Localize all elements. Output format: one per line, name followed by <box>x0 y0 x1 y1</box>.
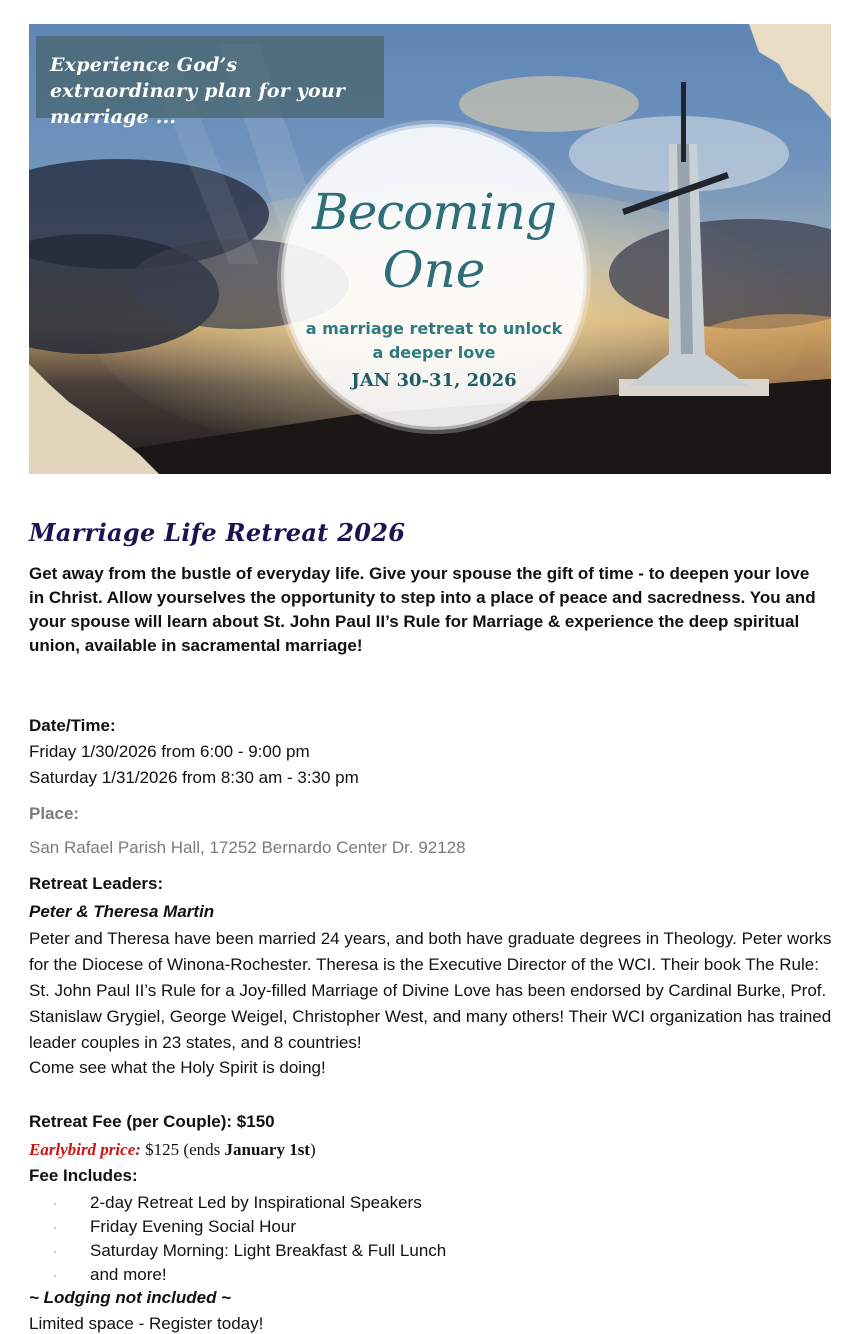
earlybird-close: ) <box>309 1140 316 1159</box>
badge-subtitle-line2: a deeper love <box>372 343 496 362</box>
bullet-icon: · <box>53 1268 57 1282</box>
bullet-icon: · <box>53 1244 57 1258</box>
fee-label: Retreat Fee (per Couple): $150 <box>29 1112 275 1131</box>
banner-tagline-box <box>36 36 384 128</box>
intro-paragraph: Get away from the bustle of everyday life. Give your spouse the gift of time - to deepen your love in Christ. Allow yourselves the opportunity to step into a place of peace and sacredness. You and your spouse will learn about St. John Paul II’s Rule for Marriage & experience the deep spiritual union, available in sacramental marriage! <box>29 564 816 655</box>
page-title: Marriage Life Retreat 2026 <box>29 518 406 547</box>
badge-title-line1: Becoming <box>311 183 557 241</box>
lodging-note: ~ Lodging not included ~ <box>29 1288 232 1307</box>
place-value: San Rafael Parish Hall, 17252 Bernardo Center Dr. 92128 <box>29 838 466 857</box>
datetime-friday: Friday 1/30/2026 from 6:00 - 9:00 pm <box>29 742 310 761</box>
badge-subtitle <box>284 317 584 365</box>
earlybird-date: January 1st <box>224 1140 310 1159</box>
leaders-closing: Come see what the Holy Spirit is doing! <box>29 1058 326 1077</box>
badge-date: JAN 30-31, 2026 <box>351 370 517 391</box>
earlybird-label: Earlybird price: <box>29 1140 141 1159</box>
banner-tagline: Experience God’s extraordinary plan for your marriage ... <box>50 54 346 128</box>
register-cta: Limited space - Register today! <box>29 1314 264 1333</box>
fee-includes-label: Fee Includes: <box>29 1166 138 1185</box>
leaders-label: Retreat Leaders: <box>29 874 164 893</box>
badge-subtitle-line1: a marriage retreat to unlock <box>305 319 563 338</box>
place-label: Place: <box>29 804 80 823</box>
leaders-bio: Peter and Theresa have been married 24 years, and both have graduate degrees in Theology. Peter works for the Diocese of Winona-Rochester. Theresa is the Executive Director of the WCI. Their book The Rule: St. John Paul II’s Rule for a Joy-filled Marriage of Divine Love has been endorsed by Cardinal Burke, Prof. Stanislaw Grygiel, George Weigel, Christopher West, and many others! Their WCI organization has trained leader couples in 23 states, and 8 countries! <box>29 929 832 1052</box>
retreat-banner-image <box>29 24 831 474</box>
page: Experience God’s extraordinary plan for your marriage ... Becoming One a marriage retreat to unlock a deeper love JAN 30-31, 2026 Marriage Life Retreat 2026 Get away from the bustle of everyday life. Give your spouse the gift of time - to deepen your love in Christ. Allow yourselves the opportunity to step into a place of peace and sacredness. You and your spouse will learn about St. John Paul II’s Rule for Marriage & experience the deep spiritual union, available in sacramental marriage! Date/Time: Friday 1/30/2026 from 6:00 - 9:00 pm Saturday 1/31/2026 from 8:30 am - 3:30 pm Place: San Rafael Parish Hall, 17252 Bernardo Center Dr. 92128 Retreat Leaders: Peter & Theresa Martin Peter and Theresa have been married 24 years, and both have graduate degrees in Theology. Peter works for the Diocese of Winona-Rochester. Theresa is the Executive Director of the WCI. Their book The Rule: St. John Paul II’s Rule for a Joy-filled Marriage of Divine Love has been endorsed by Cardinal Burke, Prof. Stanislaw Grygiel, George Weigel, Christopher West, and many others! Their WCI organization has trained leader couples in 23 states, and 8 countries! Come see what the Holy Spirit is doing! Retreat Fee (per Couple): $150 Earlybird price: $125 (ends January 1st) Fee Includes: · 2-day Retreat Led by Inspirational Speakers · Friday Evening Social Hour · Saturday Morning: Light Breakfast & Full Lunch · and more! ~ Lodging not included ~ Limited space - Register today! <box>29 24 837 474</box>
bullet-icon: · <box>53 1220 57 1234</box>
badge-title-line2: One <box>382 241 486 299</box>
leaders-names: Peter & Theresa Martin <box>29 902 215 921</box>
earlybird-line <box>29 1140 316 1160</box>
earlybird-price: $125 (ends <box>145 1140 221 1159</box>
bullet-icon: · <box>53 1196 57 1210</box>
retreat-badge <box>284 127 584 427</box>
datetime-label: Date/Time: <box>29 716 116 735</box>
datetime-saturday: Saturday 1/31/2026 from 8:30 am - 3:30 pm <box>29 768 359 787</box>
